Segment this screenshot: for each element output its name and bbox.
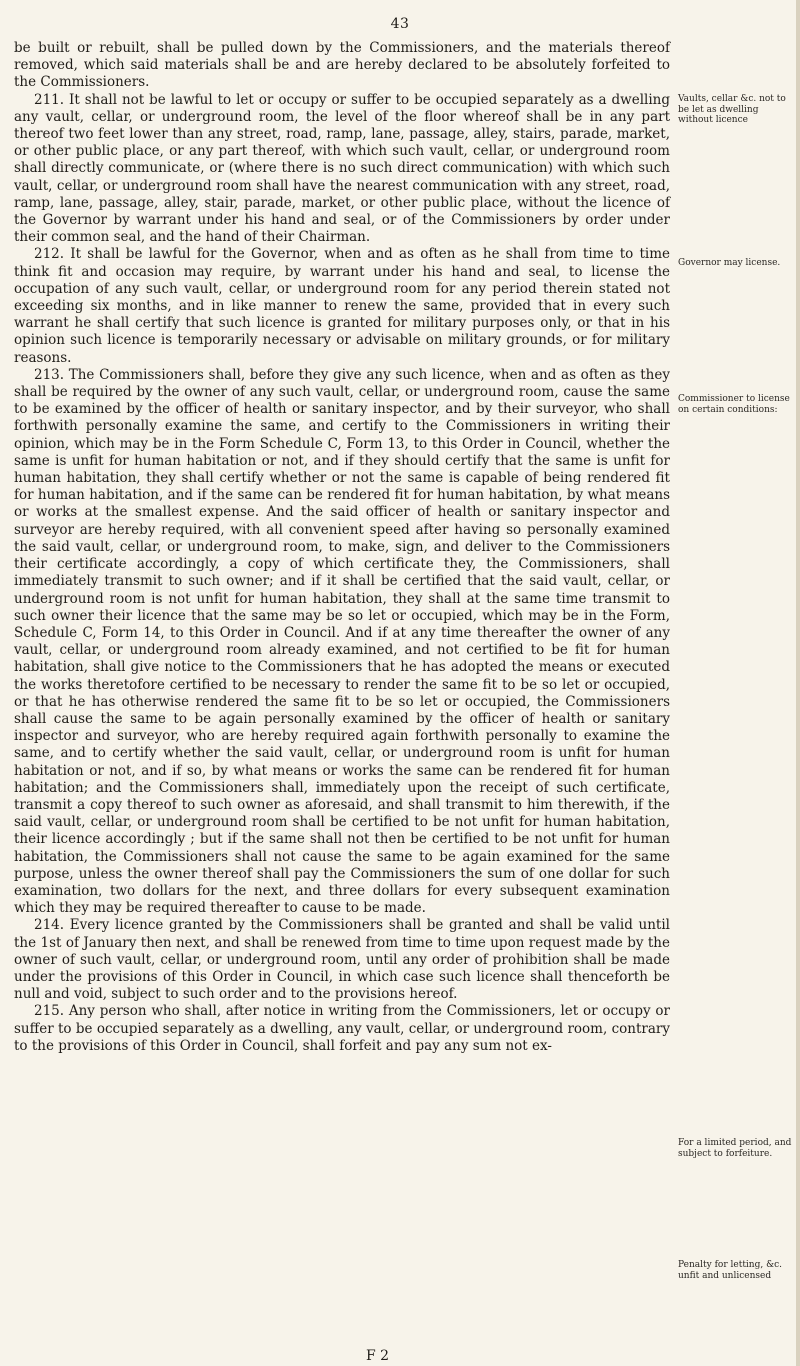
signature-mark: F 2 [366, 1348, 390, 1364]
section-211: 211. It shall not be lawful to let or occupy or suffer to be occupied separately as a dwelling any vault, cellar, or underground room, the level of the floor whereof shall be in any part thereof two feet lower than any street, road, ramp, lane, passage, alley, stairs, parade, market, or other public place, or any part thereof, with which such vault, cellar, or underground room shall directly communicate, or (where there is no such direct communication) with which such vault, cellar, or underground room shall have the nearest communication with any street, road, ramp, lane, passage, alley, stair, parade, market, or other public place, without the licence of the Governor by warrant under his hand and seal, or of the Commissioners by order under their common seal, and the hand of their Chairman. [14, 91, 670, 246]
margin-note-penalty: Penalty for letting, &c. unfit and unlicensed [678, 1260, 783, 1281]
margin-note-governor: Governor may license. [678, 258, 781, 268]
section-213: 213. The Commissioners shall, before they give any such licence, when and as often as they shall be required by the owner of any such vault, cellar, or underground room, cause the same to be examined by the officer of health or sanitary inspector, and by their surveyor, who shall forthwith personally examine the same, and certify to the Commissioners in writing their opinion, which may be in the Form Schedule C, Form 13, to this Order in Council, whether the same is unfit for human habitation or not, and if they should certify that the same is unfit for human habitation, they shall certify whether or not the same is capable of being rendered fit for human habitation, and if the same can be rendered fit for human habitation, by what means or works at the smallest expense. And the said officer of health or sanitary inspector and surveyor are hereby required, with all convenient speed after having so personally examined the said vault, cellar, or underground room, to make, sign, and deliver to the Commissioners their certificate accordingly, a copy of which certificate they, the Commissioners, shall immediately transmit to such owner; and if it shall be certified that the said vault, cellar, or underground room is not unfit for human habitation, they shall at the same time transmit to such owner their licence that the same may be so let or occupied, which may be in the Form, Schedule C, Form 14, to this Order in Council. And if at any time thereafter the owner of any vault, cellar, or underground room already examined, and not certified to be fit for human habitation, shall give notice to the Commissioners that he has adopted the means or executed the works theretofore certified to be necessary to render the same fit to be so let or occupied, or that he has otherwise rendered the same fit to be so let or occupied, the Commissioners shall cause the same to be again personally examined by the officer of health or sanitary inspector and surveyor, who are hereby required again forthwith personally to examine the same, and to certify whether the said vault, cellar, or underground room is unfit for human habitation or not, and if so, by what means or works the same can be rendered fit for human habitation; and the Commissioners shall, immediately upon the receipt of such certificate, transmit a copy thereof to such owner as aforesaid, and shall transmit to him therewith, if the said vault, cellar, or underground room shall be certified to be not unfit for human habitation, their licence accordingly ; but if the same shall not then be certified to be not unfit for human habitation, the Commissioners shall not cause the same to be again examined for the same purpose, unless the owner thereof shall pay the Commissioners the sum of one dollar for such examination, two dollars for the next, and three dollars for every subsequent examination which they may be required thereafter to cause to be made. [14, 366, 670, 917]
margin-note-vaults: Vaults, cellar &c. not to be let as dwelling without licence [678, 94, 786, 125]
paragraph-continuation: be built or rebuilt, shall be pulled down by the Commissioners, and the materials thereof removed, which said materials shall be and are hereby declared to be absolutely forfeited to the Commissioners. [14, 40, 670, 91]
section-215: 215. Any person who shall, after notice in writing from the Commissioners, let or occupy or suffer to be occupied separately as a dwelling, any vault, cellar, or underground room, contrary to the provisions of this Order in Council, shall forfeit and pay any sum not ex- [14, 1003, 670, 1054]
section-212: 212. It shall be lawful for the Governor, when and as often as he shall from time to time think fit and occasion may require, by warrant under his hand and seal, to license the occupation of any such vault, cellar, or underground room for any period therein stated not exceeding six months, and in like manner to renew the same, provided that in every such warrant he shall certify that such licence is granted for military purposes only, or that in his opinion such licence is temporarily necessary or advisable on military grounds, or for military reasons. [14, 246, 670, 366]
page-number: 43 [390, 16, 410, 32]
section-214: 214. Every licence granted by the Commissioners shall be granted and shall be valid until the 1st of January then next, and shall be renewed from time to time upon request made by the owner of such vault, cellar, or underground room, until any order of prohibition shall be made under the provisions of this Order in Council, in which case such licence shall thenceforth be null and void, subject to such order and to the provisions hereof. [14, 917, 670, 1003]
margin-note-limited-period: For a limited period, and subject to forfeiture. [678, 1138, 792, 1159]
page-edge [796, 0, 800, 1366]
margin-note-commissioners: Commissioner to license on certain conditions: [678, 394, 790, 415]
body-text [14, 40, 670, 1055]
